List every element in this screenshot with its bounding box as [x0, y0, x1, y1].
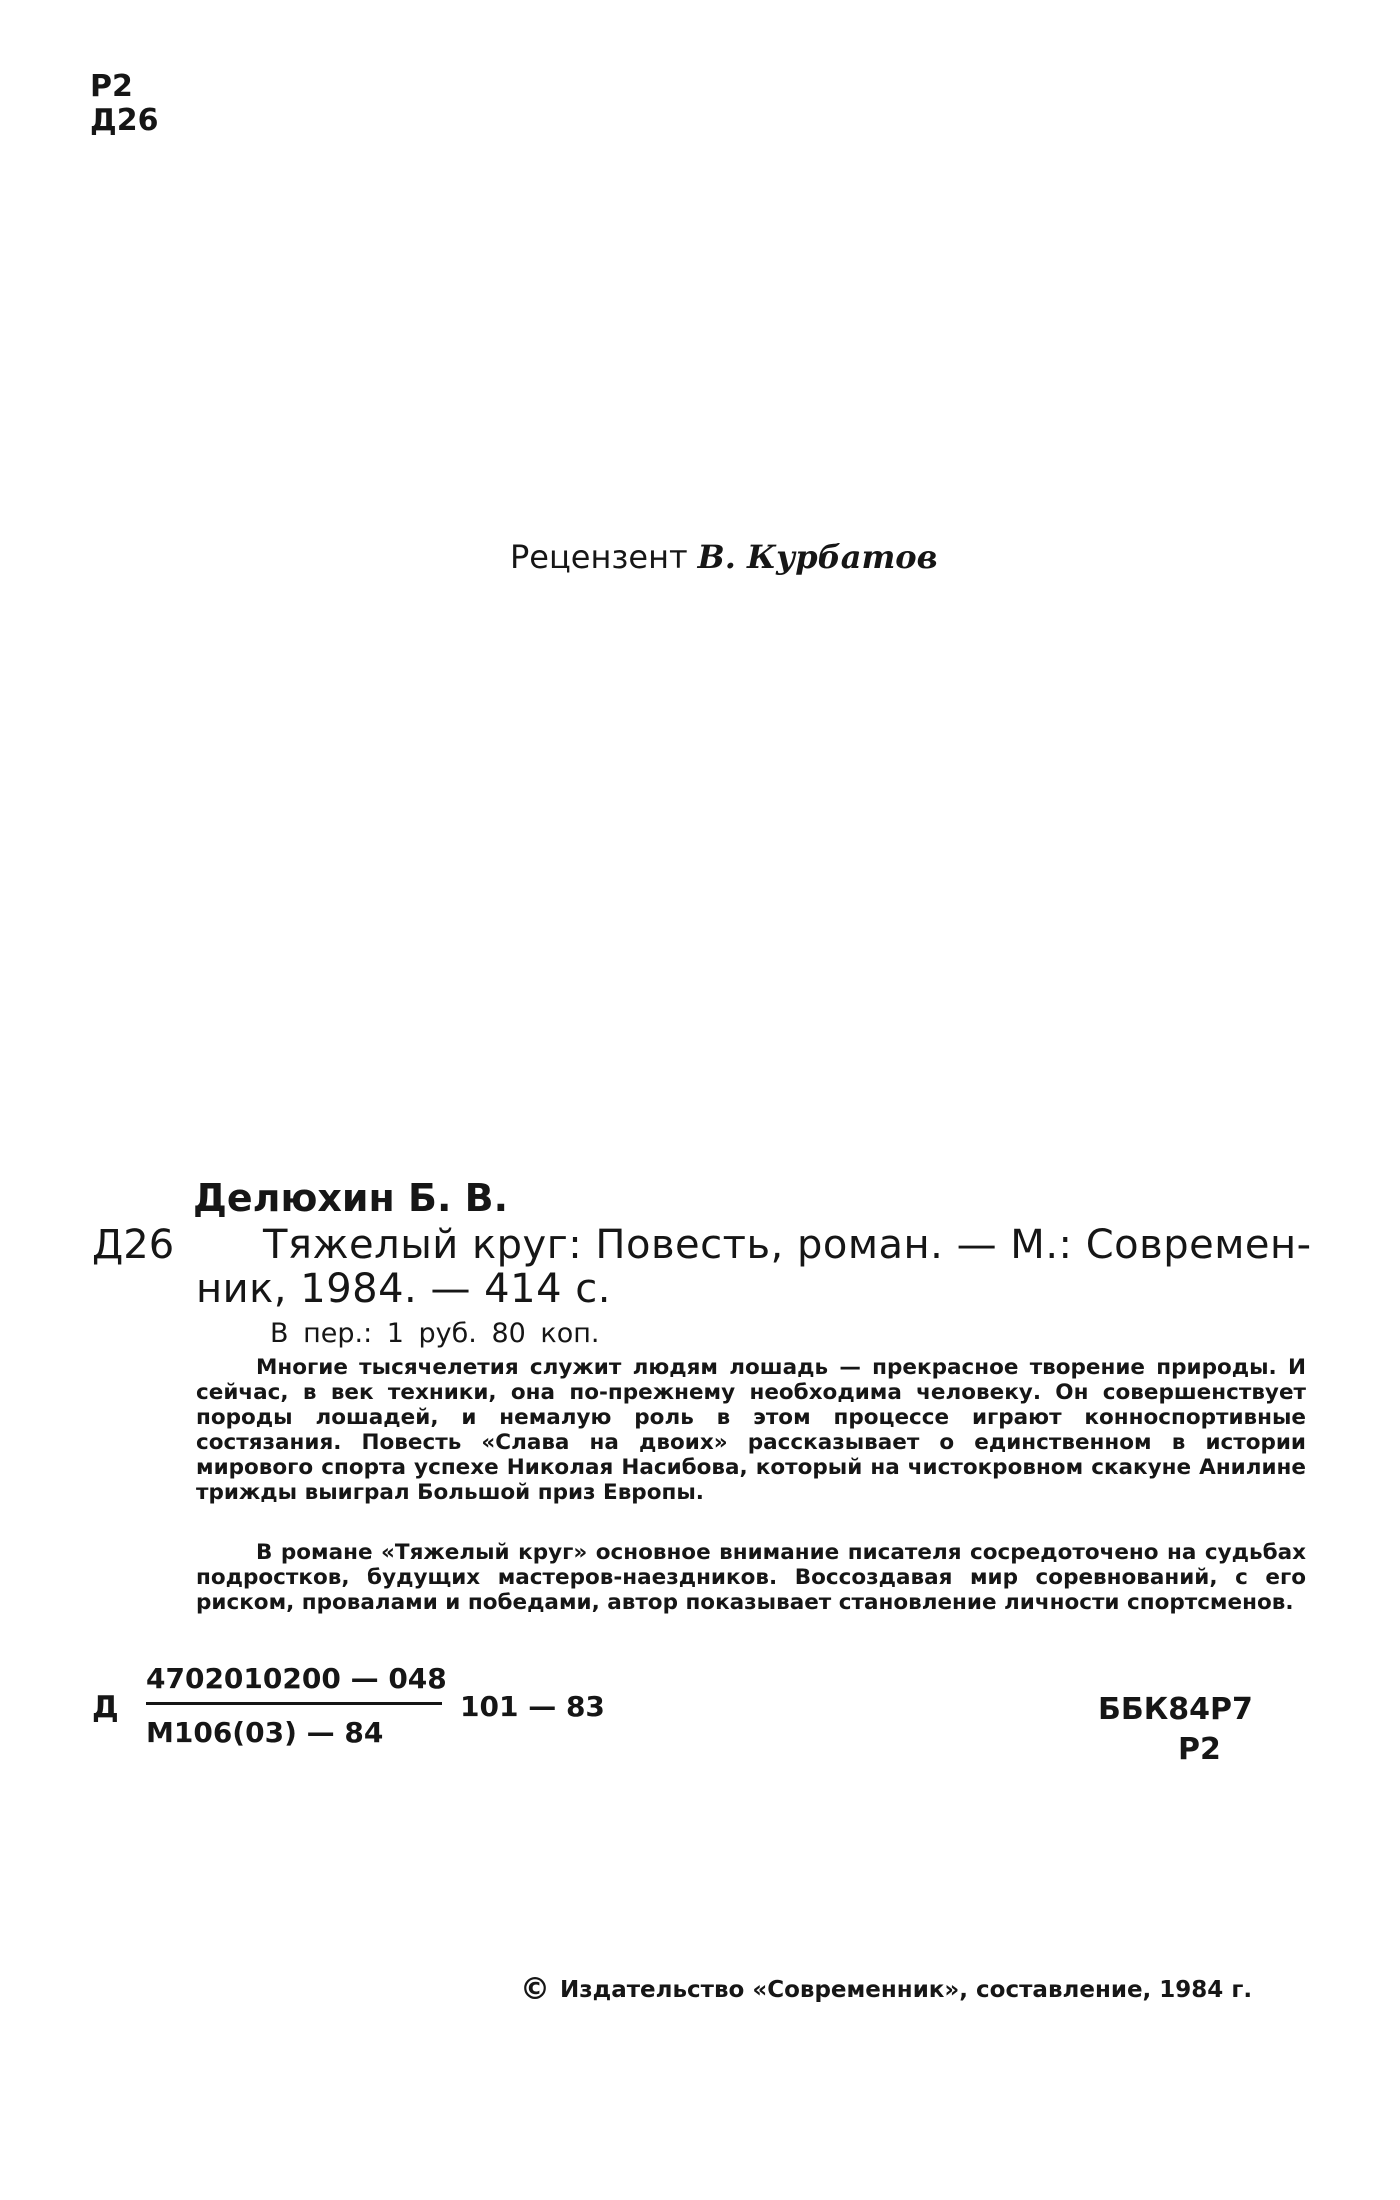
card-author: Делюхин Б. В. [193, 1176, 509, 1220]
index-fraction-line [146, 1702, 442, 1705]
card-title-line-2: ник, 1984. — 414 с. [196, 1266, 611, 1312]
index-numerator: 4702010200 — 048 [146, 1662, 447, 1695]
bbk-sub-code: Р2 [1178, 1732, 1221, 1767]
card-annotation-paragraph-1: Многие тысячелетия служит людям лошадь — прекрасное творение природы. И сейчас, в век техники, она по-прежнему необходима человеку. Он совершенствует породы лошадей, и немалую роль в этом процессе играют конноспортивные состязания. Повесть «Слава на двоих» рассказывает о единственном в истории мирового спорта успехе Николая Насибова, который на чистокровном скакуне Анилине трижды выиграл Большой приз Европы. [196, 1355, 1306, 1505]
copyright-icon: © [520, 1972, 550, 2007]
reviewer-label: Рецензент [510, 538, 688, 576]
corner-author-mark: Д26 [90, 103, 159, 138]
reviewer-line [510, 538, 938, 576]
copyright-text: Издательство «Современник», составление, 1984 г. [560, 1977, 1253, 2003]
copyright-line [520, 1972, 1252, 2007]
card-title-line-1: Тяжелый круг: Повесть, роман. — М.: Современ- [263, 1222, 1312, 1268]
corner-classification-code: Р2 [90, 69, 133, 104]
reviewer-name: В. Курбатов [697, 538, 938, 576]
card-price: В пер.: 1 руб. 80 коп. [270, 1318, 600, 1349]
index-denominator: М106(03) — 84 [146, 1716, 384, 1749]
card-annotation-paragraph-2: В романе «Тяжелый круг» основное внимание писателя сосредоточено на судьбах подростков, будущих мастеров-наездников. Воссоздавая мир соревнований, с его риском, провалами и победами, автор показывает становление личности спортсменов. [196, 1540, 1306, 1615]
index-letter: Д [92, 1690, 119, 1725]
index-right-part: 101 — 83 [460, 1690, 605, 1723]
bbk-code: ББК84Р7 [1098, 1692, 1253, 1727]
card-shelf-code: Д26 [92, 1222, 175, 1268]
